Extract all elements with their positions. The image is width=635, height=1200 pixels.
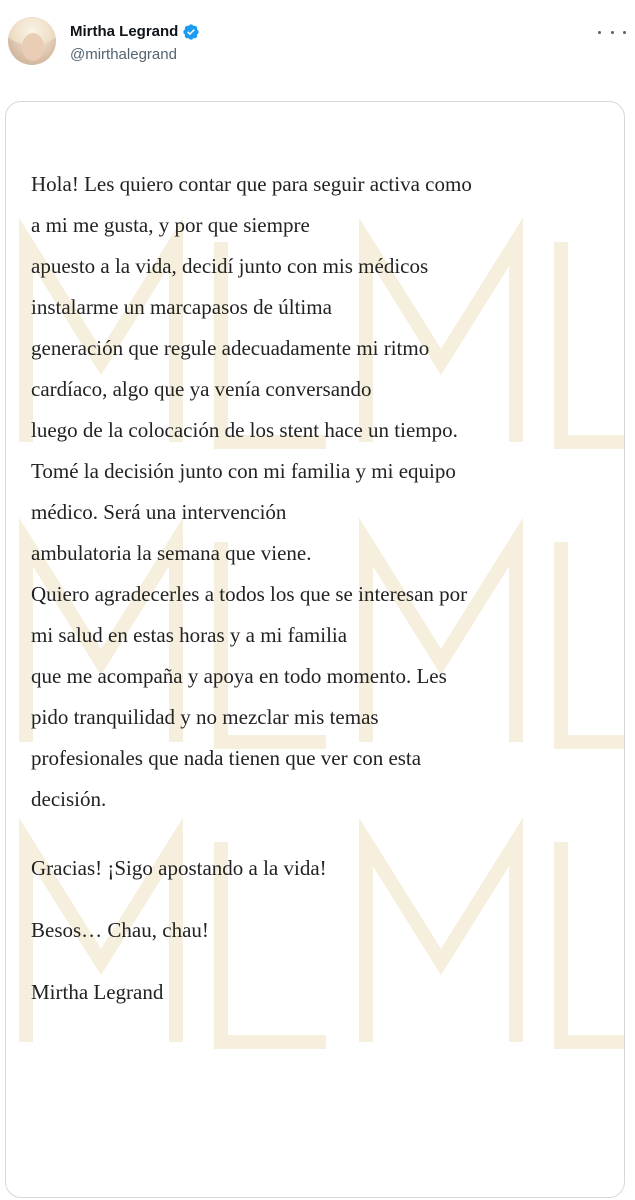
tweet-header bbox=[0, 0, 635, 90]
letter-line: Hola! Les quiero contar que para seguir activa como bbox=[31, 172, 472, 196]
letter-line: generación que regule adecuadamente mi ritmo bbox=[31, 336, 430, 360]
letter-signature: Mirtha Legrand bbox=[31, 980, 164, 1004]
avatar-face bbox=[22, 33, 44, 61]
letter-line: apuesto a la vida, decidí junto con mis médicos bbox=[31, 254, 429, 278]
more-dot bbox=[623, 31, 626, 34]
letter-line: mi salud en estas horas y a mi familia bbox=[31, 623, 348, 647]
letter-line: Tomé la decisión junto con mi familia y mi equipo bbox=[31, 459, 456, 483]
letter-line: cardíaco, algo que ya venía conversando bbox=[31, 377, 372, 401]
author-name[interactable]: Mirtha Legrand bbox=[70, 23, 179, 40]
author-handle[interactable]: @mirthalegrand bbox=[70, 46, 177, 63]
more-dot bbox=[611, 31, 614, 34]
more-dot bbox=[598, 31, 601, 34]
letter-text bbox=[31, 164, 611, 1013]
letter-line: Quiero agradecerles a todos los que se interesan por bbox=[31, 582, 468, 606]
letter-line: médico. Será una intervención bbox=[31, 500, 287, 524]
media-card[interactable] bbox=[5, 101, 625, 1198]
letter-line: luego de la colocación de los stent hace un tiempo. bbox=[31, 418, 458, 442]
letter-line: ambulatoria la semana que viene. bbox=[31, 541, 312, 565]
letter-thanks: Gracias! ¡Sigo apostando a la vida! bbox=[31, 856, 327, 880]
letter-line: decisión. bbox=[31, 787, 107, 811]
letter-line: a mi me gusta, y por que siempre bbox=[31, 213, 310, 237]
letter-farewell: Besos… Chau, chau! bbox=[31, 918, 209, 942]
letter-line: instalarme un marcapasos de última bbox=[31, 295, 332, 319]
letter-line: profesionales que nada tienen que ver con esta bbox=[31, 746, 422, 770]
verified-badge-icon bbox=[182, 23, 200, 41]
name-row bbox=[70, 23, 200, 41]
more-options-icon[interactable] bbox=[598, 24, 626, 40]
letter-line: pido tranquilidad y no mezclar mis temas bbox=[31, 705, 379, 729]
letter-line: que me acompaña y apoya en todo momento. Les bbox=[31, 664, 447, 688]
avatar[interactable] bbox=[8, 17, 56, 65]
